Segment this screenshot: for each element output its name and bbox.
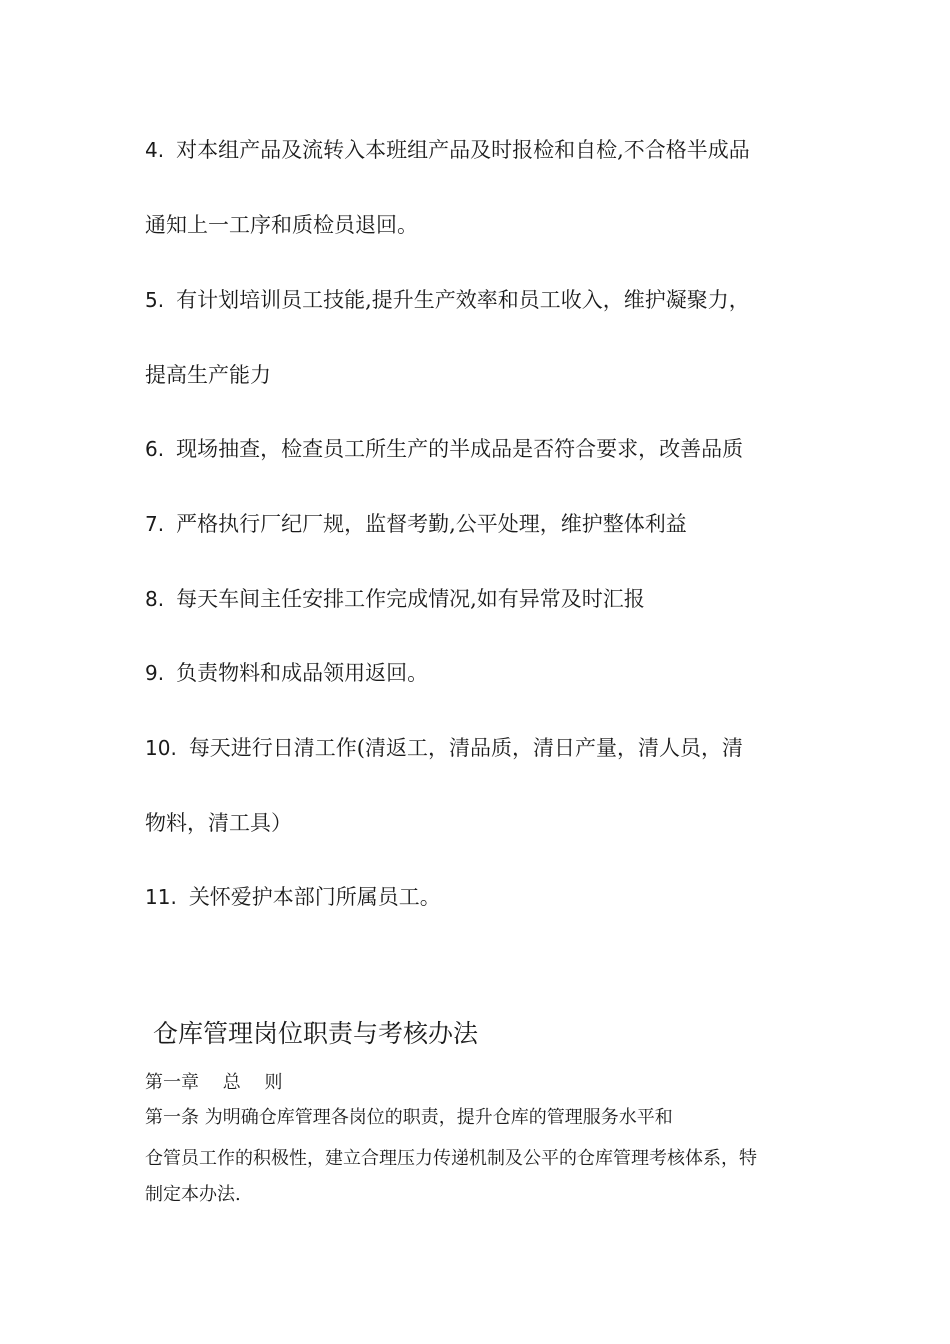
- list-item: [145, 659, 815, 687]
- article-text: 制定本办法.: [145, 1184, 241, 1205]
- item-text: 负责物料和成品领用返回。: [176, 661, 429, 685]
- list-item: [145, 136, 815, 164]
- list-item: [145, 734, 815, 762]
- list-item: [145, 883, 815, 911]
- item-text: 有计划培训员工技能,提升生产效率和员工收入，维护凝聚力，: [176, 288, 750, 312]
- item-number: 5.: [145, 288, 165, 312]
- list-item-continuation: 通知上一工序和质检员退回。: [145, 213, 418, 237]
- item-number: 8.: [145, 587, 165, 611]
- list-item: [145, 585, 815, 613]
- list-item-continuation: 提高生产能力: [145, 363, 271, 387]
- item-number: 11.: [145, 885, 177, 909]
- item-text: 每天车间主任安排工作完成情况,如有异常及时汇报: [176, 587, 645, 611]
- item-number: 9.: [145, 661, 165, 685]
- article-text: 第一条 为明确仓库管理各岗位的职责，提升仓库的管理服务水平和: [145, 1107, 673, 1128]
- item-number: 6.: [145, 437, 165, 461]
- list-item: [145, 510, 815, 538]
- item-text: 关怀爱护本部门所属员工。: [188, 885, 441, 909]
- list-item: [145, 286, 815, 314]
- list-item-continuation: 物料，清工具）: [145, 811, 292, 835]
- item-number: 4.: [145, 138, 165, 162]
- article-text: 仓管员工作的积极性，建立合理压力传递机制及公平的仓库管理考核体系，特: [145, 1148, 757, 1169]
- item-text: 严格执行厂纪厂规，监督考勤,公平处理，维护整体利益: [176, 512, 687, 536]
- item-text: 现场抽查，检查员工所生产的半成品是否符合要求，改善品质: [176, 437, 744, 461]
- section-title: 仓库管理岗位职责与考核办法: [153, 1019, 479, 1048]
- item-number: 7.: [145, 512, 165, 536]
- item-text: 每天进行日清工作(清返工，清品质，清日产量，清人员，清: [188, 736, 744, 760]
- item-text: 对本组产品及流转入本班组产品及时报检和自检,不合格半成品: [176, 138, 750, 162]
- list-item: [145, 435, 815, 463]
- chapter-heading: 第一章 总 则: [145, 1072, 283, 1093]
- item-number: 10.: [145, 736, 177, 760]
